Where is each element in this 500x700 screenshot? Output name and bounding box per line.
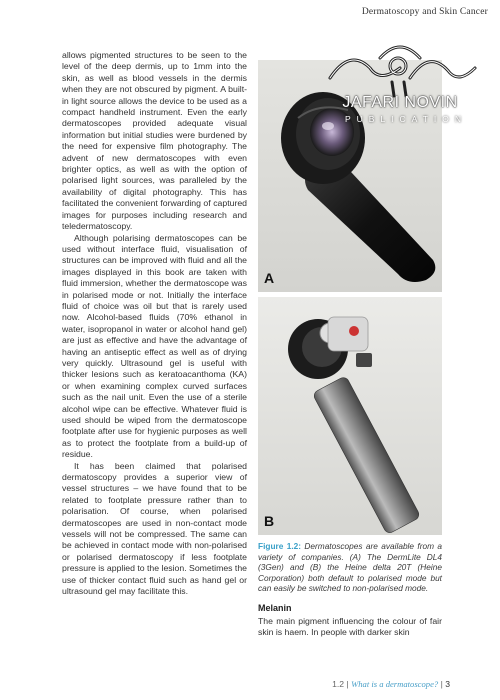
publisher-watermark-logo [310,38,490,148]
footer-section-title: What is a dermatoscope? [351,679,439,689]
page-number: 3 [445,679,450,689]
dermatoscope-b-illustration [258,297,442,535]
figure-caption [258,541,442,594]
calligraphy-logo-icon [310,38,490,98]
running-title: Dermatoscopy and Skin Cancer [361,7,488,17]
watermark-sub: PUBLICATION [344,114,468,124]
figure-caption-text: Dermatoscopes are available from a variety of companies. (A) The DermLite DL4 (3Gen) and (B) the Heine delta 20T (Heine Corporation) both default to polarised mode but can easily be switched to non-polarised mode. [258,541,442,594]
footer-separator: | [440,679,443,689]
figure-caption-label: Figure 1.2: [258,541,302,551]
watermark-brand: JAFARI NOVIN [342,94,458,111]
figure-b-label: B [264,513,275,529]
page-footer [332,679,450,689]
section-body: The main pigment influencing the colour of fair skin is haem. In people with darker skin [258,616,442,638]
paragraph: allows pigmented structures to be seen to the level of the deep dermis, up to 1mm into the skin, as well as blood vessels in the dermis when they are not obscured by pigment. A built-in light source allows the device to be used as a compact handheld instrument. Even the early dermatoscopes provided adequate visual information but initial studies were burdened by the need for expensive film photography. The advent of new dermatoscopes with even brighter optics, as well as with the option of polarised light sources, was paralleled by the availability of digital photography. This has facilitated the convenient forwarding of captured images for purposes including research and teledermatoscopy. [62,50,247,232]
figure-a-label: A [264,270,275,286]
body-text-left-column [62,50,247,598]
footer-section-number: 1.2 | [332,679,349,689]
paragraph: It has been claimed that polarised dermatoscopy provides a superior view of vessel structures – we have found that to be related to footplate pressure rather than to polarisation. Of course, when polarised dermatoscopes are used in non-contact mode vessels will not be compressed. The same can be achieved in contact mode with non-polarised or polarised dermatoscopy if less footplate pressure is applied to the lesion. Sometimes the use of thicker contact fluid such as hand gel or ultrasound gel may facilitate this. [62,460,247,597]
section-heading: Melanin [258,603,292,613]
paragraph: Although polarising dermatoscopes can be used without interface fluid, visualisation of structures can be improved with fluid and all the images displayed in this book are taken with fluid immersion, whether the dermatoscope was in polarised mode or not. Initially the interface fluid of choice was oil but that is rarely used now. Alcohol-based fluids (70% ethanol in water, isopropanol in water or alcohol hand gel) are just as effective and have the advantage of having an antiseptic effect as well as of drying very quickly. Ultrasound gel is useful with thicker lesions such as keratoacanthoma (KA) or when examining complex curved surfaces such as the nail unit. Even the use of a sterile alcohol wipe can be effective. Whatever fluid is used should be wiped from the dermatoscope footplate after use for hygienic purposes as well as to protect the footplate from a build-up of residue. [62,232,247,460]
figure-b-heine-photo [258,297,442,535]
